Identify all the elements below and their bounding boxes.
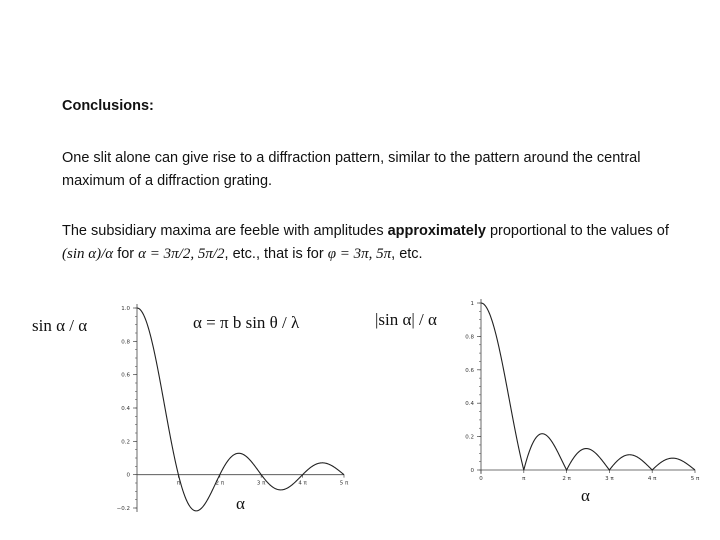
para2-math-ratio: (sin α)/α (62, 246, 114, 262)
right-y-tick-label: 0 (470, 468, 474, 474)
right-x-tick-label: 5 π (690, 476, 700, 482)
right-xlabel: α (581, 486, 590, 505)
right-x-tick-label: 3 π (605, 476, 614, 482)
left-y-tick-label: 0.8 (121, 339, 130, 346)
left-y-tick-label: 0.4 (121, 406, 130, 412)
right-ylabel: |sin α| / α (375, 310, 437, 329)
left-y-tick-label: 0.2 (121, 439, 130, 446)
right-y-tick-label: 1 (470, 301, 474, 307)
right-x-tick-label: π (522, 476, 526, 482)
left-y-tick-label: 1.0 (121, 306, 130, 312)
right-x-tick-label: 2 π (562, 476, 571, 482)
left-y-tick-label: 0.6 (121, 372, 130, 379)
left-x-tick-label: 3 π (256, 480, 266, 487)
right-y-tick-label: 0.8 (465, 334, 474, 341)
para2-math-alpha: α = 3π/2, 5π/2 (138, 246, 225, 262)
left-xlabel: α (236, 494, 245, 513)
right-y-tick-label: 0.6 (465, 367, 474, 374)
right-y-tick-label: 0.4 (465, 401, 474, 408)
section-heading: Conclusions: (62, 98, 154, 114)
left-x-tick-label: 4 π (298, 480, 307, 487)
para2-bold-word: approximately (387, 223, 486, 239)
right-x-tick-label: 0 (479, 476, 483, 482)
left-y-tick-label: −0.2 (116, 506, 130, 512)
para2-text-a: The subsidiary maxima are feeble with amplitudes (62, 223, 388, 239)
para2-text-b: proportional to the values of (485, 223, 669, 239)
paragraph-single-slit: One slit alone can give rise to a diffraction pattern, similar to the pattern around the central maximum of a diffraction grating. (62, 150, 641, 189)
left-series-line (137, 308, 344, 511)
right-series-line (481, 303, 695, 470)
left-x-tick-label: 5 π (339, 480, 349, 487)
left-x-tick-label: π (176, 480, 181, 487)
para2-text-c: for (113, 246, 139, 262)
para2-text-d: , etc., that is for (224, 246, 328, 262)
para2-math-phi: φ = 3π, 5π (327, 246, 392, 262)
left-x-tick-label: 2 π (215, 480, 225, 487)
left-formula: α = π b sin θ / λ (193, 313, 300, 332)
left-ylabel: sin α / α (32, 316, 88, 335)
para2-text-e: , etc. (391, 246, 423, 262)
left-y-tick-label: 0 (126, 472, 130, 479)
right-y-tick-label: 0.2 (465, 434, 474, 441)
right-x-tick-label: 4 π (647, 476, 657, 482)
